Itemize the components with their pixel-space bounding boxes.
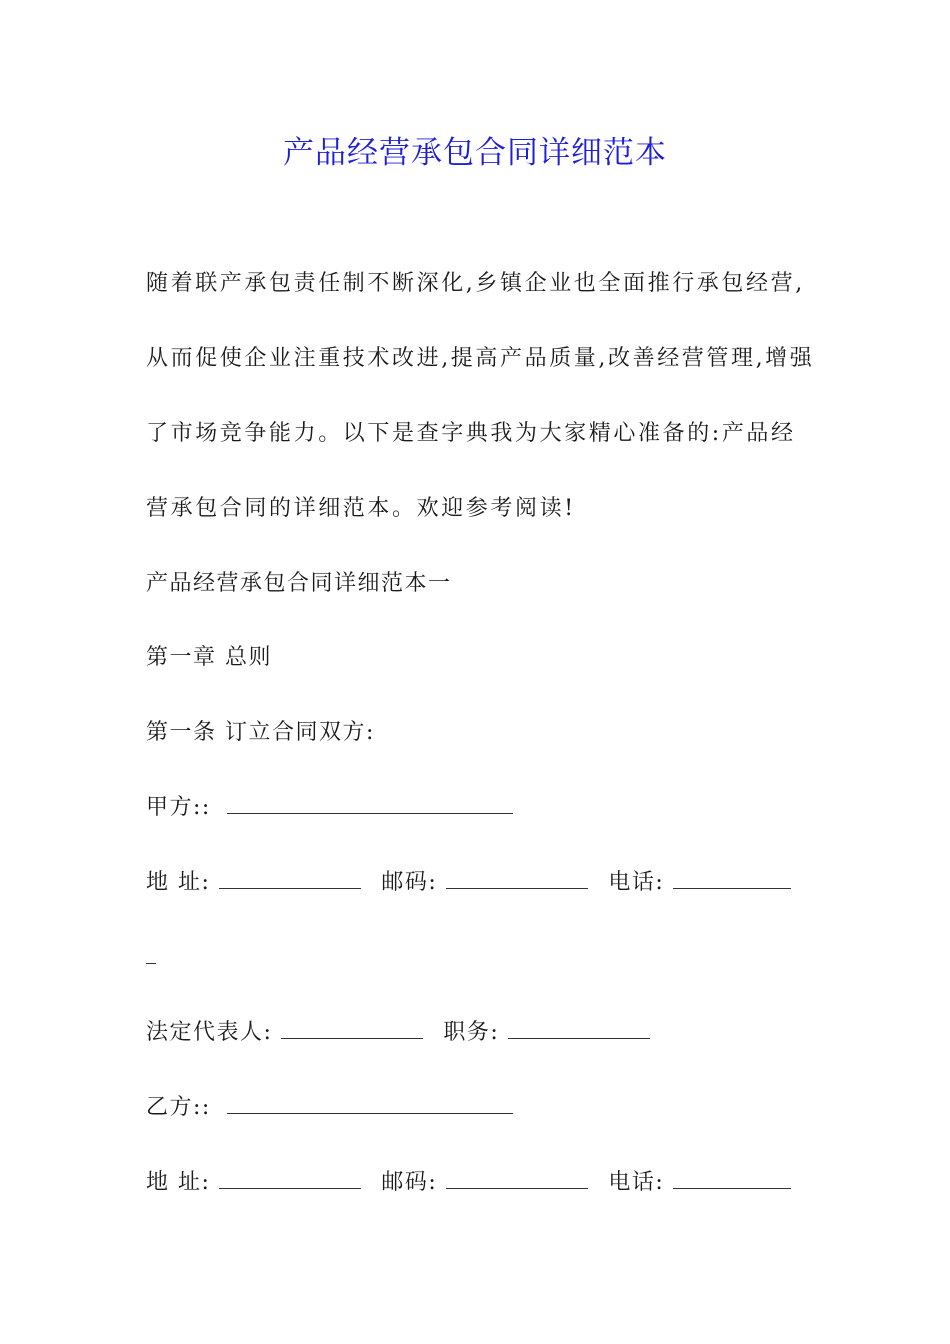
party-b-label: 乙方::	[146, 1095, 211, 1120]
party-a-phone-continuation	[146, 938, 806, 978]
party-a-rep-row	[146, 1013, 806, 1053]
party-a-row	[146, 788, 806, 828]
party-a-postcode-label: 邮码:	[381, 870, 438, 895]
party-a-phone-blank	[673, 868, 791, 889]
party-a-address-blank	[219, 868, 361, 889]
intro-line-1: 随着联产承包责任制不断深化,乡镇企业也全面推行承包经营,	[146, 271, 805, 296]
article-1: 第一条 订立合同双方:	[146, 720, 375, 745]
chapter-heading: 第一章 总则	[146, 645, 272, 670]
section-heading: 产品经营承包合同详细范本一	[146, 571, 452, 596]
party-b-address-label: 地 址:	[146, 1170, 211, 1195]
party-a-rep-blank	[281, 1018, 423, 1039]
party-b-row	[146, 1088, 806, 1128]
party-b-contact-row	[146, 1163, 806, 1203]
party-b-blank	[227, 1093, 513, 1114]
party-a-phone-blank-wrap	[146, 943, 156, 964]
party-a-label: 甲方::	[146, 795, 211, 820]
intro-line-4: 营承包合同的详细范本。欢迎参考阅读!	[146, 496, 576, 521]
party-a-postcode-blank	[446, 868, 588, 889]
party-b-phone-label: 电话:	[608, 1170, 665, 1195]
party-b-postcode-label: 邮码:	[381, 1170, 438, 1195]
intro-line-2: 从而促使企业注重技术改进,提高产品质量,改善经营管理,增强	[146, 346, 815, 371]
party-a-rep-label: 法定代表人:	[146, 1020, 273, 1045]
party-b-address-blank	[219, 1168, 361, 1189]
intro-line-3: 了市场竞争能力。以下是查字典我为大家精心准备的:产品经	[146, 421, 796, 446]
party-a-contact-row	[146, 863, 806, 903]
party-a-phone-label: 电话:	[608, 870, 665, 895]
party-a-blank	[227, 793, 513, 814]
document-title: 产品经营承包合同详细范本	[283, 135, 667, 171]
party-a-position-label: 职务:	[443, 1020, 500, 1045]
party-b-phone-blank	[673, 1168, 791, 1189]
party-a-address-label: 地 址:	[146, 870, 211, 895]
party-b-postcode-blank	[446, 1168, 588, 1189]
party-a-position-blank	[508, 1018, 650, 1039]
